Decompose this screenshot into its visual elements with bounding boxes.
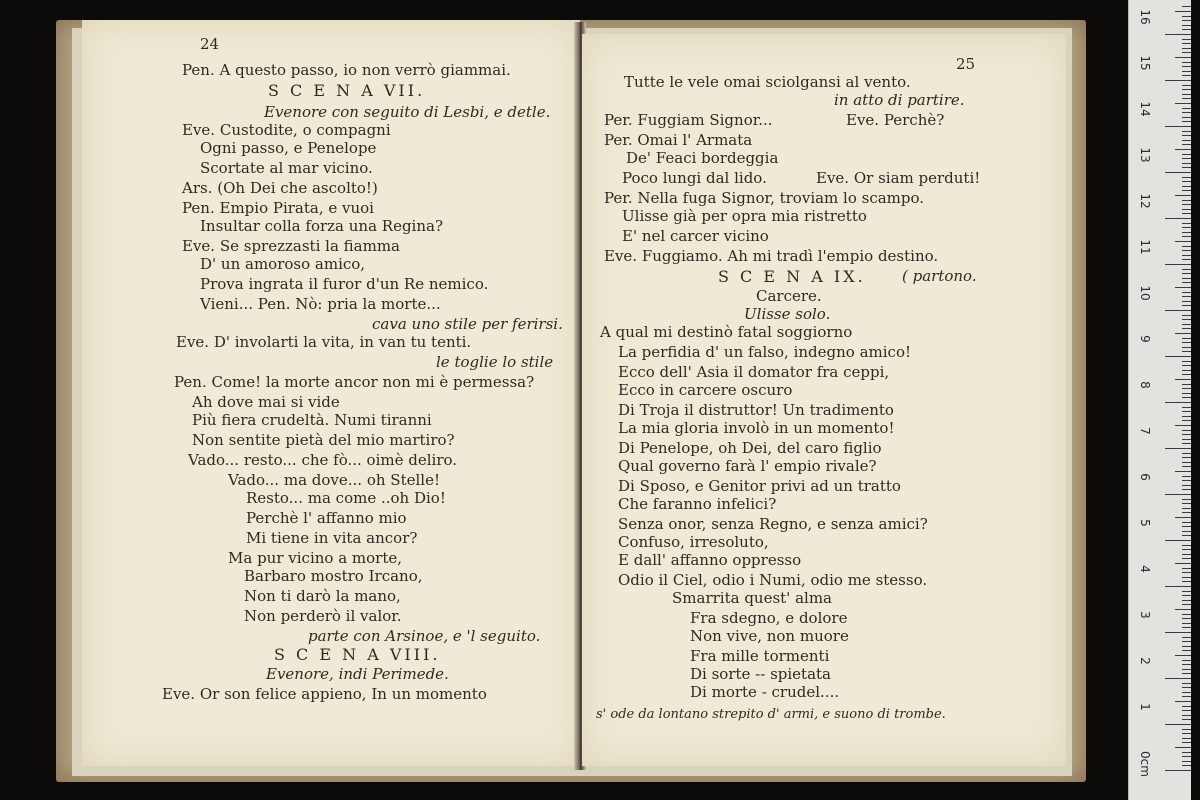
ruler-tick — [1182, 673, 1191, 674]
ruler-tick — [1182, 204, 1191, 205]
left-page — [82, 20, 580, 766]
ruler-tick — [1182, 568, 1191, 569]
ruler-tick — [1182, 361, 1191, 362]
text-line: Pen. Empio Pirata, e vuoi — [182, 199, 374, 217]
ruler-tick — [1182, 604, 1191, 605]
ruler-tick — [1175, 379, 1191, 380]
ruler-tick — [1182, 154, 1191, 155]
text-line: Perchè l' affanno mio — [246, 509, 407, 527]
ruler-tick — [1182, 614, 1191, 615]
ruler-tick — [1182, 43, 1191, 44]
ruler-number: 2 — [1138, 657, 1152, 665]
text-line: Fra mille tormenti — [690, 647, 830, 665]
stage-direction: ( partono. — [902, 267, 977, 285]
stage-direction: Evenore, indi Perimede. — [266, 665, 449, 683]
ruler-tick — [1182, 94, 1191, 95]
text-line: Pen. Come! la morte ancor non mi è permessa? — [174, 373, 535, 391]
ruler-tick — [1182, 618, 1191, 619]
text-line: Di morte - crudel.... — [690, 683, 840, 701]
text-line: Confuso, irresoluto, — [618, 533, 769, 551]
ruler-tick — [1182, 131, 1191, 132]
ruler-tick — [1165, 80, 1191, 81]
ruler-tick — [1182, 443, 1191, 444]
ruler-number: 5 — [1138, 519, 1152, 527]
ruler-tick — [1182, 190, 1191, 191]
ruler-tick — [1182, 117, 1191, 118]
ruler-tick — [1182, 85, 1191, 86]
ruler-number: 12 — [1138, 193, 1152, 209]
ruler-tick — [1182, 177, 1191, 178]
ruler-number: 1 — [1138, 703, 1152, 711]
ruler-tick — [1182, 411, 1191, 412]
ruler-tick — [1182, 733, 1191, 734]
text-line: Per. Omai l' Armata — [604, 131, 753, 149]
text-line: Vado... ma dove... oh Stelle! — [228, 471, 440, 489]
ruler-tick — [1182, 420, 1191, 421]
text-line: D' un amoroso amico, — [200, 255, 366, 273]
text-line: Eve. Fuggiamo. Ah mi tradì l'empio destino. — [604, 247, 939, 265]
ruler-tick — [1182, 669, 1191, 670]
stage-direction: Ulisse solo. — [744, 305, 831, 323]
ruler-tick — [1175, 747, 1191, 748]
ruler-tick — [1182, 503, 1191, 504]
ruler-tick — [1182, 108, 1191, 109]
text-line: Qual governo farà l' empio rivale? — [618, 457, 877, 475]
ruler-tick — [1182, 227, 1191, 228]
text-line: Ma pur vicino a morte, — [228, 549, 403, 567]
ruler-tick — [1182, 650, 1191, 651]
ruler-tick — [1182, 752, 1191, 753]
ruler-number: 7 — [1138, 427, 1152, 435]
ruler-tick — [1165, 126, 1191, 127]
ruler-tick — [1182, 319, 1191, 320]
text-line: Tutte le vele omai sciolgansi al vento. — [624, 73, 911, 91]
ruler-number: 3 — [1138, 611, 1152, 619]
ruler-tick — [1182, 535, 1191, 536]
text-line: Smarrita quest' alma — [672, 589, 832, 607]
ruler-tick — [1182, 209, 1191, 210]
text-line: Prova ingrata il furor d'un Re nemico. — [200, 275, 489, 293]
text-line: Che faranno infelici? — [618, 495, 777, 513]
text-line: Eve. Or siam perduti! — [816, 169, 981, 187]
ruler-tick — [1182, 71, 1191, 72]
ruler-tick — [1175, 333, 1191, 334]
ruler-tick — [1182, 600, 1191, 601]
ruler-tick — [1182, 25, 1191, 26]
ruler-tick — [1182, 581, 1191, 582]
ruler-tick — [1182, 476, 1191, 477]
text-line: Eve. Or son felice appieno, In un momento — [162, 685, 487, 703]
ruler-number: 13 — [1138, 147, 1152, 163]
ruler-tick — [1182, 250, 1191, 251]
text-line: Ecco in carcere oscuro — [618, 381, 793, 399]
ruler-tick — [1182, 715, 1191, 716]
ruler-tick — [1182, 278, 1191, 279]
ruler-tick — [1182, 255, 1191, 256]
ruler-tick — [1182, 508, 1191, 509]
ruler-tick — [1182, 181, 1191, 182]
page-number: 24 — [200, 35, 220, 53]
ruler-tick — [1165, 264, 1191, 265]
ruler-tick — [1182, 531, 1191, 532]
ruler-number: 15 — [1138, 55, 1152, 71]
text-line: Pen. A questo passo, io non verrò giammai. — [182, 61, 511, 79]
ruler-tick — [1182, 338, 1191, 339]
text-line: Non vive, non muore — [690, 627, 849, 645]
text-line: Eve. Se sprezzasti la fiamma — [182, 237, 400, 255]
ruler-tick — [1182, 489, 1191, 490]
stage-direction: parte con Arsinoe, e 'l seguito. — [308, 627, 541, 645]
ruler-tick — [1182, 623, 1191, 624]
ruler-tick — [1182, 742, 1191, 743]
ruler-tick — [1182, 545, 1191, 546]
ruler-tick — [1182, 200, 1191, 201]
ruler-tick — [1182, 305, 1191, 306]
ruler-tick — [1175, 103, 1191, 104]
scene-heading: S C E N A IX. — [718, 267, 866, 286]
ruler-tick — [1182, 121, 1191, 122]
ruler-tick — [1182, 89, 1191, 90]
ruler-tick — [1182, 62, 1191, 63]
ruler-tick — [1182, 572, 1191, 573]
ruler-tick — [1182, 52, 1191, 53]
ruler-tick — [1182, 692, 1191, 693]
ruler-tick — [1182, 273, 1191, 274]
text-line: Eve. Perchè? — [846, 111, 945, 129]
stage-direction: s' ode da lontano strepito d' armi, e suono di trombe. — [596, 707, 946, 722]
ruler-tick — [1182, 328, 1191, 329]
ruler-tick — [1182, 641, 1191, 642]
ruler-tick — [1182, 719, 1191, 720]
ruler-tick — [1182, 729, 1191, 730]
text-line: Ah dove mai si vide — [192, 393, 340, 411]
ruler-tick — [1182, 595, 1191, 596]
text-line: Non sentite pietà del mio martiro? — [192, 431, 455, 449]
ruler-tick — [1165, 540, 1191, 541]
ruler-tick — [1175, 287, 1191, 288]
ruler-tick — [1182, 347, 1191, 348]
ruler-tick — [1182, 687, 1191, 688]
text-line: Ogni passo, e Penelope — [200, 139, 377, 157]
ruler-tick — [1182, 466, 1191, 467]
ruler-number: 6 — [1138, 473, 1152, 481]
text-line: Senza onor, senza Regno, e senza amici? — [618, 515, 928, 533]
ruler-tick — [1165, 586, 1191, 587]
stage-direction: le toglie lo stile — [436, 353, 554, 371]
text-line: Per. Fuggiam Signor... — [604, 111, 773, 129]
ruler-tick — [1182, 282, 1191, 283]
text-line: E dall' affanno oppresso — [618, 551, 802, 569]
ruler-tick — [1182, 374, 1191, 375]
stage-direction: Evenore con seguito di Lesbi, e detle. — [264, 103, 551, 121]
ruler-tick — [1165, 632, 1191, 633]
text-line: A qual mi destinò fatal soggiorno — [600, 323, 853, 341]
ruler-number: 16 — [1138, 9, 1152, 25]
ruler-tick — [1182, 627, 1191, 628]
text-line: La mia gloria involò in un momento! — [618, 419, 895, 437]
ruler-tick — [1182, 75, 1191, 76]
ruler-tick — [1182, 660, 1191, 661]
text-line: Poco lungi dal lido. — [622, 169, 767, 187]
ruler-tick — [1182, 407, 1191, 408]
ruler-tick — [1175, 471, 1191, 472]
ruler-tick — [1182, 370, 1191, 371]
text-line: Vado... resto... che fò... oimè deliro. — [188, 451, 458, 469]
ruler-tick — [1182, 167, 1191, 168]
ruler-tick — [1182, 296, 1191, 297]
ruler-tick — [1165, 310, 1191, 311]
ruler-tick — [1182, 439, 1191, 440]
ruler-tick — [1182, 485, 1191, 486]
ruler-tick — [1165, 402, 1191, 403]
text-line: Ecco dell' Asia il domator fra ceppi, — [618, 363, 890, 381]
scene-heading: S C E N A VIII. — [274, 645, 441, 664]
ruler-tick — [1182, 213, 1191, 214]
ruler-tick — [1182, 637, 1191, 638]
ruler-tick — [1182, 558, 1191, 559]
text-line: Di Sposo, e Genitor privi ad un tratto — [618, 477, 901, 495]
ruler-tick — [1165, 724, 1191, 725]
ruler-tick — [1182, 315, 1191, 316]
ruler-tick — [1182, 664, 1191, 665]
ruler-number: 11 — [1138, 239, 1152, 255]
ruler-tick — [1182, 140, 1191, 141]
text-line: Eve. D' involarti la vita, in van tu tenti. — [176, 333, 472, 351]
ruler-tick — [1182, 112, 1191, 113]
text-line: Odio il Ciel, odio i Numi, odio me stesso. — [618, 571, 928, 589]
ruler-tick — [1165, 34, 1191, 35]
ruler-tick — [1182, 259, 1191, 260]
right-page — [582, 34, 1066, 766]
ruler-tick — [1182, 324, 1191, 325]
ruler-tick — [1182, 39, 1191, 40]
stage-direction: in atto di partire. — [834, 91, 965, 109]
ruler-tick — [1182, 761, 1191, 762]
ruler-tick — [1182, 351, 1191, 352]
scene-heading: S C E N A VII. — [268, 81, 426, 100]
ruler-tick — [1182, 144, 1191, 145]
ruler-tick — [1182, 163, 1191, 164]
ruler-number: 9 — [1138, 335, 1152, 343]
ruler-number: 4 — [1138, 565, 1152, 573]
text-line: Eve. Custodite, o compagni — [182, 121, 391, 139]
measuring-ruler — [1128, 0, 1191, 800]
text-line: Più fiera crudeltà. Numi tiranni — [192, 411, 432, 429]
ruler-tick — [1175, 701, 1191, 702]
ruler-tick — [1175, 425, 1191, 426]
ruler-tick — [1175, 655, 1191, 656]
ruler-tick — [1175, 241, 1191, 242]
ruler-tick — [1182, 457, 1191, 458]
ruler-tick — [1182, 710, 1191, 711]
ruler-tick — [1182, 269, 1191, 270]
ruler-tick — [1182, 577, 1191, 578]
ruler-tick — [1182, 342, 1191, 343]
ruler-tick — [1182, 301, 1191, 302]
stage-direction: cava uno stile per ferirsi. — [372, 315, 563, 333]
ruler-tick — [1165, 678, 1191, 679]
ruler-tick — [1182, 98, 1191, 99]
text-line: Ulisse già per opra mia ristretto — [622, 207, 867, 225]
ruler-tick — [1182, 434, 1191, 435]
text-line: Per. Nella fuga Signor, troviam lo scampo. — [604, 189, 925, 207]
ruler-tick — [1182, 66, 1191, 67]
ruler-tick — [1182, 706, 1191, 707]
text-line: Di Penelope, oh Dei, del caro figlio — [618, 439, 882, 457]
text-line: Scortate al mar vicino. — [200, 159, 373, 177]
text-line: Non perderò il valor. — [244, 607, 402, 625]
ruler-tick — [1182, 384, 1191, 385]
text-line: Ars. (Oh Dei che ascolto!) — [182, 179, 378, 197]
ruler-tick — [1165, 172, 1191, 173]
text-line: De' Feaci bordeggia — [626, 149, 779, 167]
ruler-tick — [1182, 522, 1191, 523]
ruler-tick — [1165, 494, 1191, 495]
ruler-tick — [1182, 416, 1191, 417]
ruler-tick — [1182, 696, 1191, 697]
ruler-tick — [1182, 48, 1191, 49]
text-line: Barbaro mostro Ircano, — [244, 567, 423, 585]
ruler-tick — [1182, 738, 1191, 739]
ruler-tick — [1182, 646, 1191, 647]
ruler-tick — [1182, 16, 1191, 17]
ruler-number: 14 — [1138, 101, 1152, 117]
ruler-tick — [1175, 563, 1191, 564]
text-line: La perfidia d' un falso, indegno amico! — [618, 343, 911, 361]
text-line: Non ti darò la mano, — [244, 587, 401, 605]
ruler-tick — [1182, 462, 1191, 463]
text-line: Mi tiene in vita ancor? — [246, 529, 418, 547]
ruler-tick — [1182, 526, 1191, 527]
text-line: Fra sdegno, e dolore — [690, 609, 848, 627]
ruler-number: 8 — [1138, 381, 1152, 389]
ruler-tick — [1182, 683, 1191, 684]
ruler-tick — [1182, 388, 1191, 389]
ruler-tick — [1182, 756, 1191, 757]
text-line: Vieni... Pen. Nò: pria la morte... — [200, 295, 441, 313]
ruler-tick — [1182, 135, 1191, 136]
ruler-tick — [1182, 499, 1191, 500]
ruler-tick — [1182, 158, 1191, 159]
ruler-tick — [1165, 356, 1191, 357]
ruler-tick — [1182, 6, 1191, 7]
ruler-tick — [1182, 246, 1191, 247]
ruler-number: 10 — [1138, 285, 1152, 301]
ruler-tick — [1175, 195, 1191, 196]
ruler-tick — [1182, 186, 1191, 187]
ruler-tick — [1175, 517, 1191, 518]
ruler-tick — [1182, 765, 1191, 766]
ruler-tick — [1182, 591, 1191, 592]
ruler-tick — [1182, 549, 1191, 550]
text-line: Carcere. — [756, 287, 822, 305]
ruler-tick — [1175, 57, 1191, 58]
ruler-tick — [1175, 609, 1191, 610]
ruler-tick — [1182, 512, 1191, 513]
text-line: Di sorte -- spietata — [690, 665, 831, 683]
ruler-tick — [1165, 770, 1191, 771]
page-number: 25 — [956, 55, 976, 73]
ruler-unit-label: 0cm — [1138, 751, 1152, 777]
ruler-tick — [1165, 448, 1191, 449]
ruler-tick — [1182, 453, 1191, 454]
ruler-tick — [1182, 292, 1191, 293]
text-line: Di Troja il distruttor! Un tradimento — [618, 401, 894, 419]
ruler-tick — [1175, 149, 1191, 150]
ruler-tick — [1182, 365, 1191, 366]
ruler-tick — [1182, 480, 1191, 481]
text-line: Insultar colla forza una Regina? — [200, 217, 444, 235]
ruler-tick — [1175, 11, 1191, 12]
text-line: E' nel carcer vicino — [622, 227, 769, 245]
ruler-tick — [1182, 29, 1191, 30]
ruler-tick — [1182, 430, 1191, 431]
ruler-tick — [1165, 218, 1191, 219]
ruler-tick — [1182, 236, 1191, 237]
ruler-tick — [1182, 20, 1191, 21]
text-line: Resto... ma come ..oh Dio! — [246, 489, 446, 507]
ruler-tick — [1182, 554, 1191, 555]
ruler-tick — [1182, 393, 1191, 394]
ruler-tick — [1182, 232, 1191, 233]
ruler-tick — [1182, 223, 1191, 224]
ruler-tick — [1182, 397, 1191, 398]
